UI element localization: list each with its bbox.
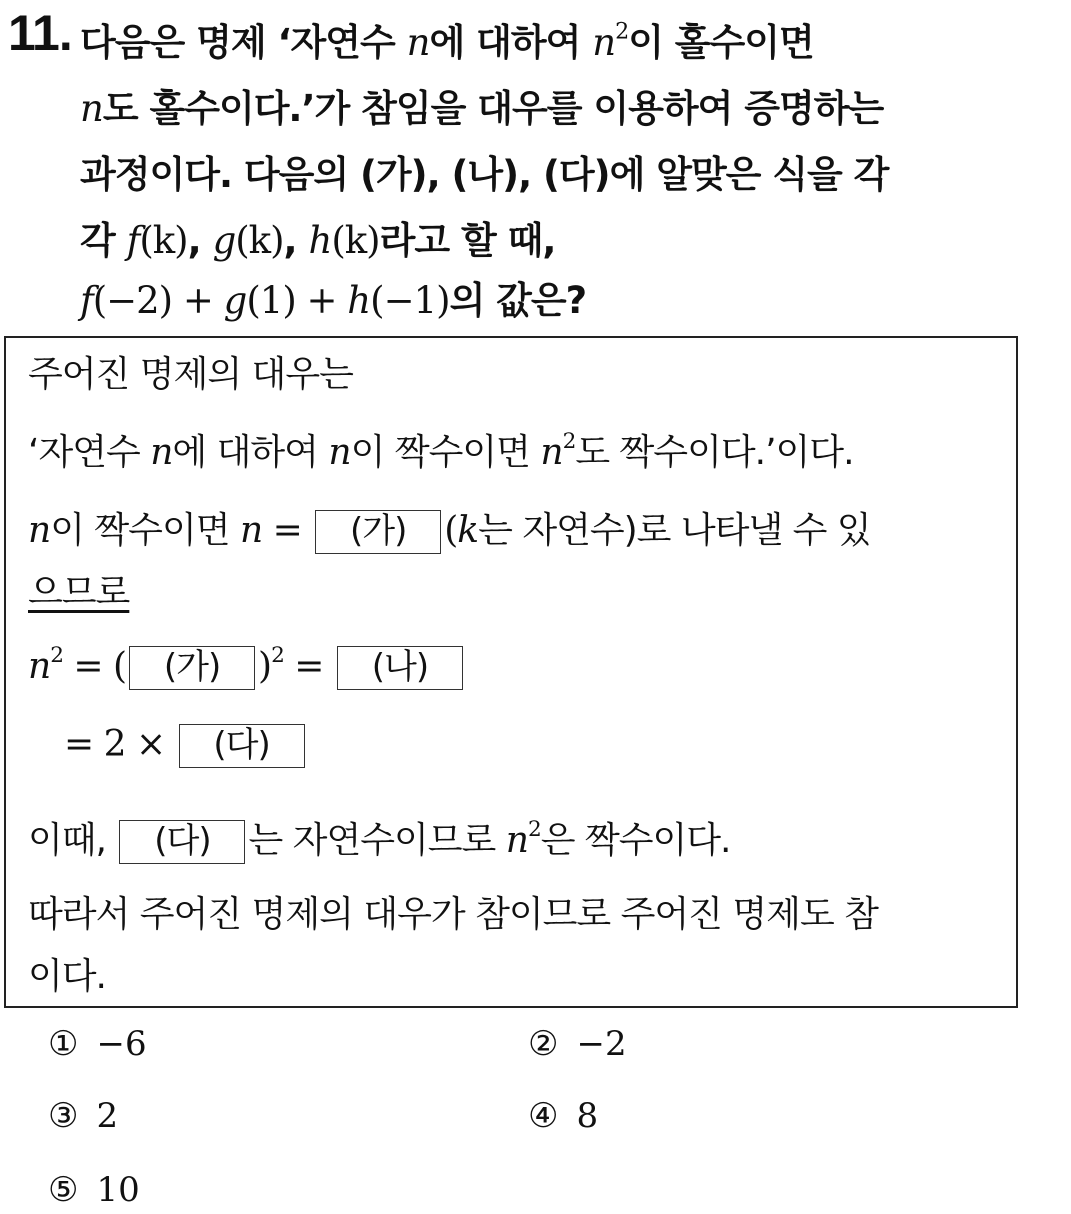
stem-text: 이 홀수이면: [628, 21, 814, 64]
proof-text: 이 짝수이면: [350, 432, 541, 473]
func-h: h: [308, 219, 332, 262]
func-arg: (−2): [92, 279, 173, 322]
proof-line-1: [28, 346, 353, 397]
choice-mark: ③: [48, 1096, 79, 1136]
proof-line-9: [28, 948, 106, 999]
proof-text: 은 짝수이다.: [540, 820, 731, 861]
equals-sign: =: [262, 510, 313, 551]
var-n: n: [406, 21, 430, 64]
proof-line-6: [64, 724, 308, 768]
var-n: n: [540, 432, 563, 473]
paren: ): [258, 646, 272, 687]
proof-line-7: [28, 812, 731, 864]
choice-value: 2: [96, 1096, 119, 1136]
stem-text: 의 값은?: [449, 279, 587, 322]
proof-text: 이 짝수이면: [50, 510, 240, 551]
stem-line-1: [80, 12, 814, 66]
var-n: n: [28, 510, 51, 551]
stem-line-2: [80, 78, 883, 132]
blank-na: (나): [337, 646, 463, 690]
separator: ,: [187, 219, 213, 262]
stem-text: 도 홀수이다.’가 참임을 대우를 이용하여 증명하는: [102, 87, 884, 130]
choice-2[interactable]: [528, 1024, 627, 1064]
proof-text: 도 짝수이다.’이다.: [575, 432, 854, 473]
var-n: n: [505, 820, 528, 861]
plus-sign: +: [172, 279, 224, 322]
func-arg: (1): [246, 279, 296, 322]
blank-da: (다): [119, 820, 245, 864]
proof-text: 는 자연수)로 나타낼 수 있: [478, 510, 871, 551]
var-k: k: [457, 510, 479, 551]
choice-mark: ①: [48, 1024, 79, 1064]
func-arg: (k): [235, 219, 284, 262]
stem-text: 에 대하여: [429, 21, 593, 64]
choice-1[interactable]: [48, 1024, 147, 1064]
stem-line-3: [80, 144, 888, 198]
choice-mark: ②: [528, 1024, 559, 1064]
stem-text: 각: [80, 219, 127, 262]
proof-line-5: [28, 642, 466, 690]
separator: ,: [283, 219, 309, 262]
proof-box: [4, 336, 1018, 1008]
var-n: n: [592, 21, 616, 64]
choice-5[interactable]: [48, 1170, 140, 1210]
var-n: n: [328, 432, 351, 473]
exponent: 2: [527, 816, 541, 842]
var-n: n: [28, 646, 51, 687]
proof-text: 주어진 명제의 대우는: [28, 354, 353, 395]
func-arg: (−1): [370, 279, 450, 322]
exponent: 2: [50, 642, 63, 668]
stem-text: 다음은 명제 ‘자연수: [80, 21, 407, 64]
proof-line-4: [28, 564, 129, 615]
var-n: n: [80, 87, 103, 130]
stem-line-5: [80, 270, 586, 324]
func-h: h: [347, 279, 371, 322]
choice-value: −2: [576, 1024, 627, 1064]
var-n: n: [239, 510, 263, 551]
exponent: 2: [562, 428, 576, 454]
proof-line-2: [28, 424, 854, 475]
blank-da: (다): [179, 724, 305, 768]
proof-text: 이때,: [28, 820, 117, 861]
proof-text: 는 자연수이므로: [248, 820, 506, 861]
plus-sign: +: [295, 279, 348, 322]
equals-sign: = (: [62, 646, 127, 687]
proof-text: 으므로: [28, 572, 130, 613]
question-number: 11.: [8, 5, 72, 61]
equals-sign: =: [283, 646, 334, 687]
var-n: n: [150, 432, 173, 473]
func-f: f: [80, 279, 93, 322]
choice-mark: ④: [528, 1096, 559, 1136]
blank-ga: (가): [129, 646, 255, 690]
exponent: 2: [271, 642, 284, 668]
expression: = 2 ×: [64, 724, 176, 765]
choice-mark: ⑤: [48, 1170, 79, 1210]
choice-4[interactable]: [528, 1096, 598, 1136]
proof-text: 이다.: [28, 956, 106, 997]
choice-value: −6: [96, 1024, 147, 1064]
paren: (: [444, 510, 458, 551]
proof-text: ‘자연수: [28, 432, 151, 473]
choice-value: 8: [576, 1096, 599, 1136]
proof-text: 따라서 주어진 명제의 대우가 참이므로 주어진 명제도 참: [28, 894, 878, 935]
func-arg: (k): [139, 219, 188, 262]
proof-line-8: [28, 886, 878, 937]
proof-text: 에 대하여: [172, 432, 329, 473]
choice-3[interactable]: [48, 1096, 118, 1136]
func-arg: (k): [331, 219, 380, 262]
stem-text: 과정이다. 다음의 (가), (나), (다)에 알맞은 식을 각: [80, 153, 889, 196]
func-f: f: [126, 219, 140, 262]
func-g: g: [223, 279, 247, 322]
blank-ga: (가): [315, 510, 441, 554]
stem-line-4: [80, 210, 555, 264]
choice-value: 10: [96, 1170, 140, 1210]
stem-text: 라고 할 때,: [379, 219, 556, 262]
func-g: g: [212, 219, 236, 262]
exponent: 2: [615, 18, 629, 45]
proof-line-3: [28, 502, 871, 554]
